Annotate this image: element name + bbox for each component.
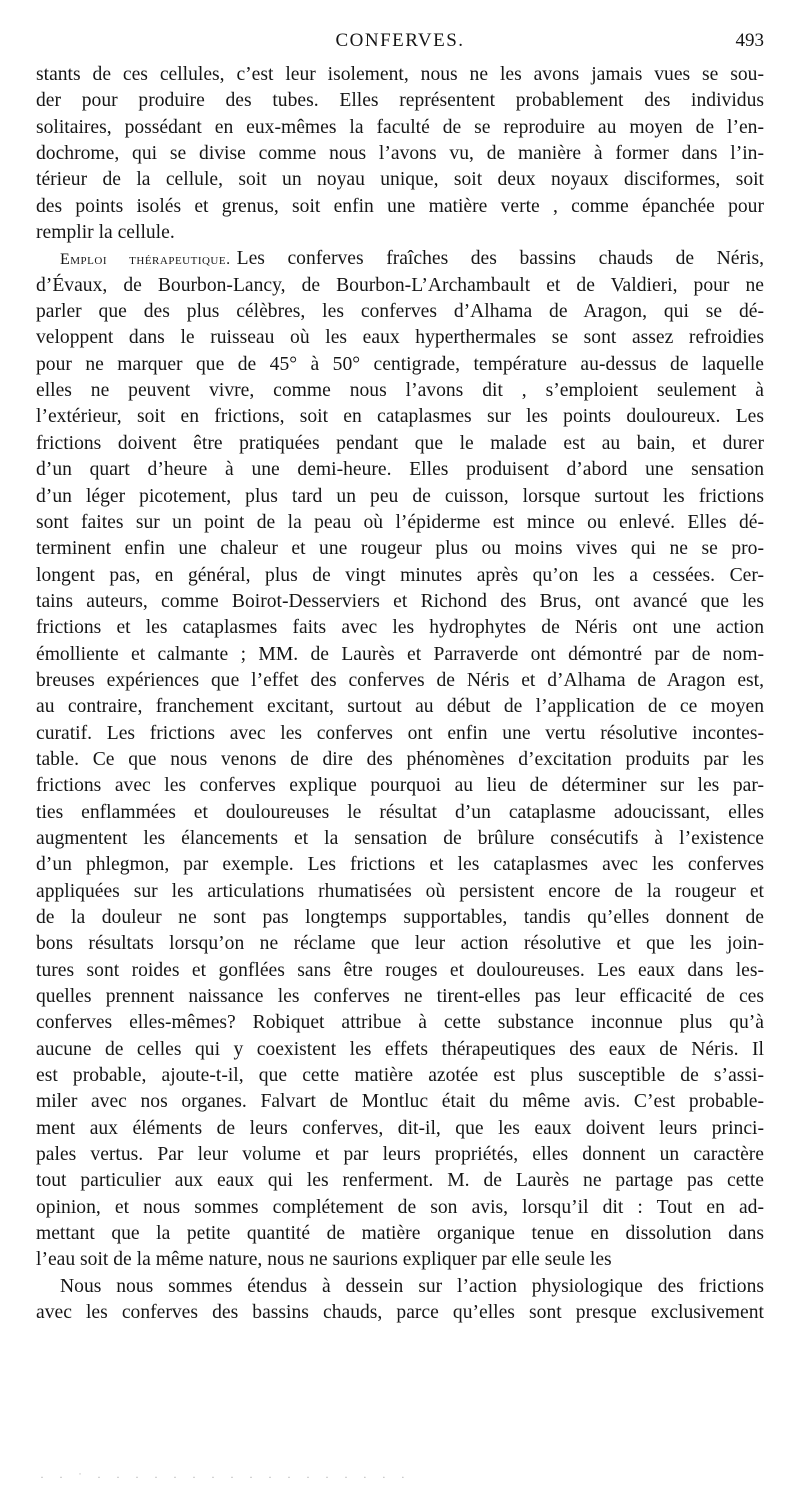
paragraph-continuation — [36, 62, 764, 246]
text-line: der pour produire des tubes. Elles représentent probablement des individus — [36, 90, 764, 112]
text-line: frictions avec les conferves explique pourquoi au lieu de déterminer sur les par- — [36, 775, 764, 797]
text-line: conferves elles-mêmes? Robiquet attribue à cette substance inconnue plus qu’à — [36, 1012, 764, 1034]
scan-speckle-marks: · · ˙ · · · · · · · · · · · · · · · · · — [40, 1470, 411, 1484]
text-line: de la douleur ne sont pas longtemps supportables, tandis qu’elles donnent de — [36, 907, 764, 928]
text-line: table. Ce que nous venons de dire des phénomènes d’excitation produits par les — [36, 748, 764, 770]
text-line — [36, 246, 764, 272]
text-line: tout particulier aux eaux qui les renferment. M. de Laurès ne partage pas cette — [36, 1170, 764, 1192]
text-line: aucune de celles qui y coexistent les effets thérapeutiques des eaux de Néris. Il — [36, 1038, 764, 1060]
text-line: terminent enfin une chaleur et une rougeur plus ou moins vives qui ne se pro- — [36, 538, 764, 560]
text-line: l’eau soit de la même nature, nous ne saurions expliquer par elle seule les — [36, 1249, 612, 1271]
text-line: ties enflammées et douloureuses le résultat d’un cataplasme adoucissant, elles — [36, 801, 764, 823]
text-line: veloppent dans le ruisseau où les eaux hyperthermales se sont assez refroidies — [36, 327, 764, 349]
paragraph-therapeutic-use — [36, 246, 764, 1273]
text-line: mettant que la petite quantité de matière organique tenue en dissolution dans — [36, 1223, 764, 1245]
text-line: longent pas, en général, plus de vingt minutes après qu’on les a cessées. Cer- — [36, 564, 764, 586]
text-line: d’un phlegmon, par exemple. Les frictions et les cataplasmes avec les conferves — [36, 854, 764, 876]
text-line: curatif. Les frictions avec les conferves ont enfin une vertu résolutive incontes- — [36, 722, 764, 744]
text-line: pour ne marquer que de 45° à 50° centigrade, température au-dessus de laquelle — [36, 353, 764, 375]
text-line: breuses expériences que l’effet des conferves de Néris et d’Alhama de Aragon est, — [36, 669, 764, 691]
text-line: parler que des plus célèbres, les conferves d’Alhama de Aragon, qui se dé- — [36, 301, 764, 323]
section-heading: Emploi thérapeutique. — [60, 251, 231, 269]
text-line: frictions doivent être pratiquées pendant que le malade est au bain, et durer — [36, 432, 764, 454]
text-line: pales vertus. Par leur volume et par leurs propriétés, elles donnent un caractère — [36, 1144, 764, 1166]
text-line: d’un léger picotement, plus tard un peu de cuisson, lorsque surtout les frictions — [36, 485, 764, 507]
text-line: d’un quart d’heure à une demi-heure. Elles produisent d’abord une sensation — [36, 459, 764, 481]
text-line: d’Évaux, de Bourbon-Lancy, de Bourbon-L’Archambault et de Valdieri, pour ne — [36, 274, 764, 296]
page-number: 493 — [735, 30, 764, 51]
text-line: Nous nous sommes étendus à dessein sur l’action physiologique des frictions — [60, 1275, 764, 1297]
text-line: bons résultats lorsqu’on ne réclame que leur action résolutive et que les join- — [36, 933, 764, 955]
text-line: sont faites sur un point de la peau où l’épiderme est mince ou enlevé. Elles dé- — [36, 511, 764, 533]
text-line: au contraire, franchement excitant, surtout au début de l’application de ce moyen — [36, 696, 764, 718]
text-line: opinion, et nous sommes complétement de son avis, lorsqu’il dit : Tout en ad- — [36, 1196, 764, 1218]
text-line: tains auteurs, comme Boirot-Desserviers et Richond des Brus, ont avancé que les — [36, 590, 764, 612]
text-line: miler avec nos organes. Falvart de Montluc était du même avis. C’est probable- — [36, 1091, 764, 1113]
text-line: émolliente et calmante ; MM. de Laurès et Parraverde ont démontré par de nom- — [36, 643, 764, 665]
text-line: des points isolés et grenus, soit enfin une matière verte , comme épanchée pour — [36, 195, 764, 217]
text-line: tures sont roides et gonflées sans être rouges et douloureuses. Les eaux dans les- — [36, 959, 764, 981]
text-line: quelles prennent naissance les conferves ne tirent-elles pas leur efficacité de ces — [36, 986, 764, 1008]
text-line: appliquées sur les articulations rhumatisées où persistent encore de la rougeur et — [36, 880, 764, 902]
text-line: elles ne peuvent vivre, comme nous l’avons dit , s’emploient seulement à — [36, 380, 764, 402]
body-text — [36, 62, 764, 1327]
text-line: avec les conferves des bassins chauds, parce qu’elles sont presque exclusivement — [36, 1302, 764, 1324]
text-line-rest: Les conferves fraîches des bassins chauds de Néris, — [236, 248, 764, 270]
text-line: solitaires, possédant en eux-mêmes la faculté de se reproduire au moyen de l’en- — [36, 116, 764, 138]
text-line: frictions et les cataplasmes faits avec les hydrophytes de Néris ont une action — [36, 617, 764, 639]
text-line: augmentent les élancements et la sensation de brûlure consécutifs à l’existence — [36, 827, 764, 849]
running-title: CONFERVES. — [335, 30, 465, 51]
text-line: dochrome, qui se divise comme nous l’avons vu, de manière à former dans l’in- — [36, 143, 764, 165]
text-line: stants de ces cellules, c’est leur isolement, nous ne les avons jamais vues se sou- — [36, 64, 764, 85]
text-line: térieur de la cellule, soit un noyau unique, soit deux noyaux disciformes, soit — [36, 169, 764, 191]
text-line: est probable, ajoute-t-il, que cette matière azotée est plus susceptible de s’assi- — [36, 1065, 764, 1087]
text-line: l’extérieur, soit en frictions, soit en cataplasmes sur les points douloureux. Les — [36, 406, 764, 428]
running-header — [36, 30, 764, 60]
text-line: ment aux éléments de leurs conferves, dit-il, que les eaux doivent leurs princi- — [36, 1117, 764, 1139]
text-line: remplir la cellule. — [36, 222, 175, 244]
paragraph-final — [36, 1274, 764, 1327]
